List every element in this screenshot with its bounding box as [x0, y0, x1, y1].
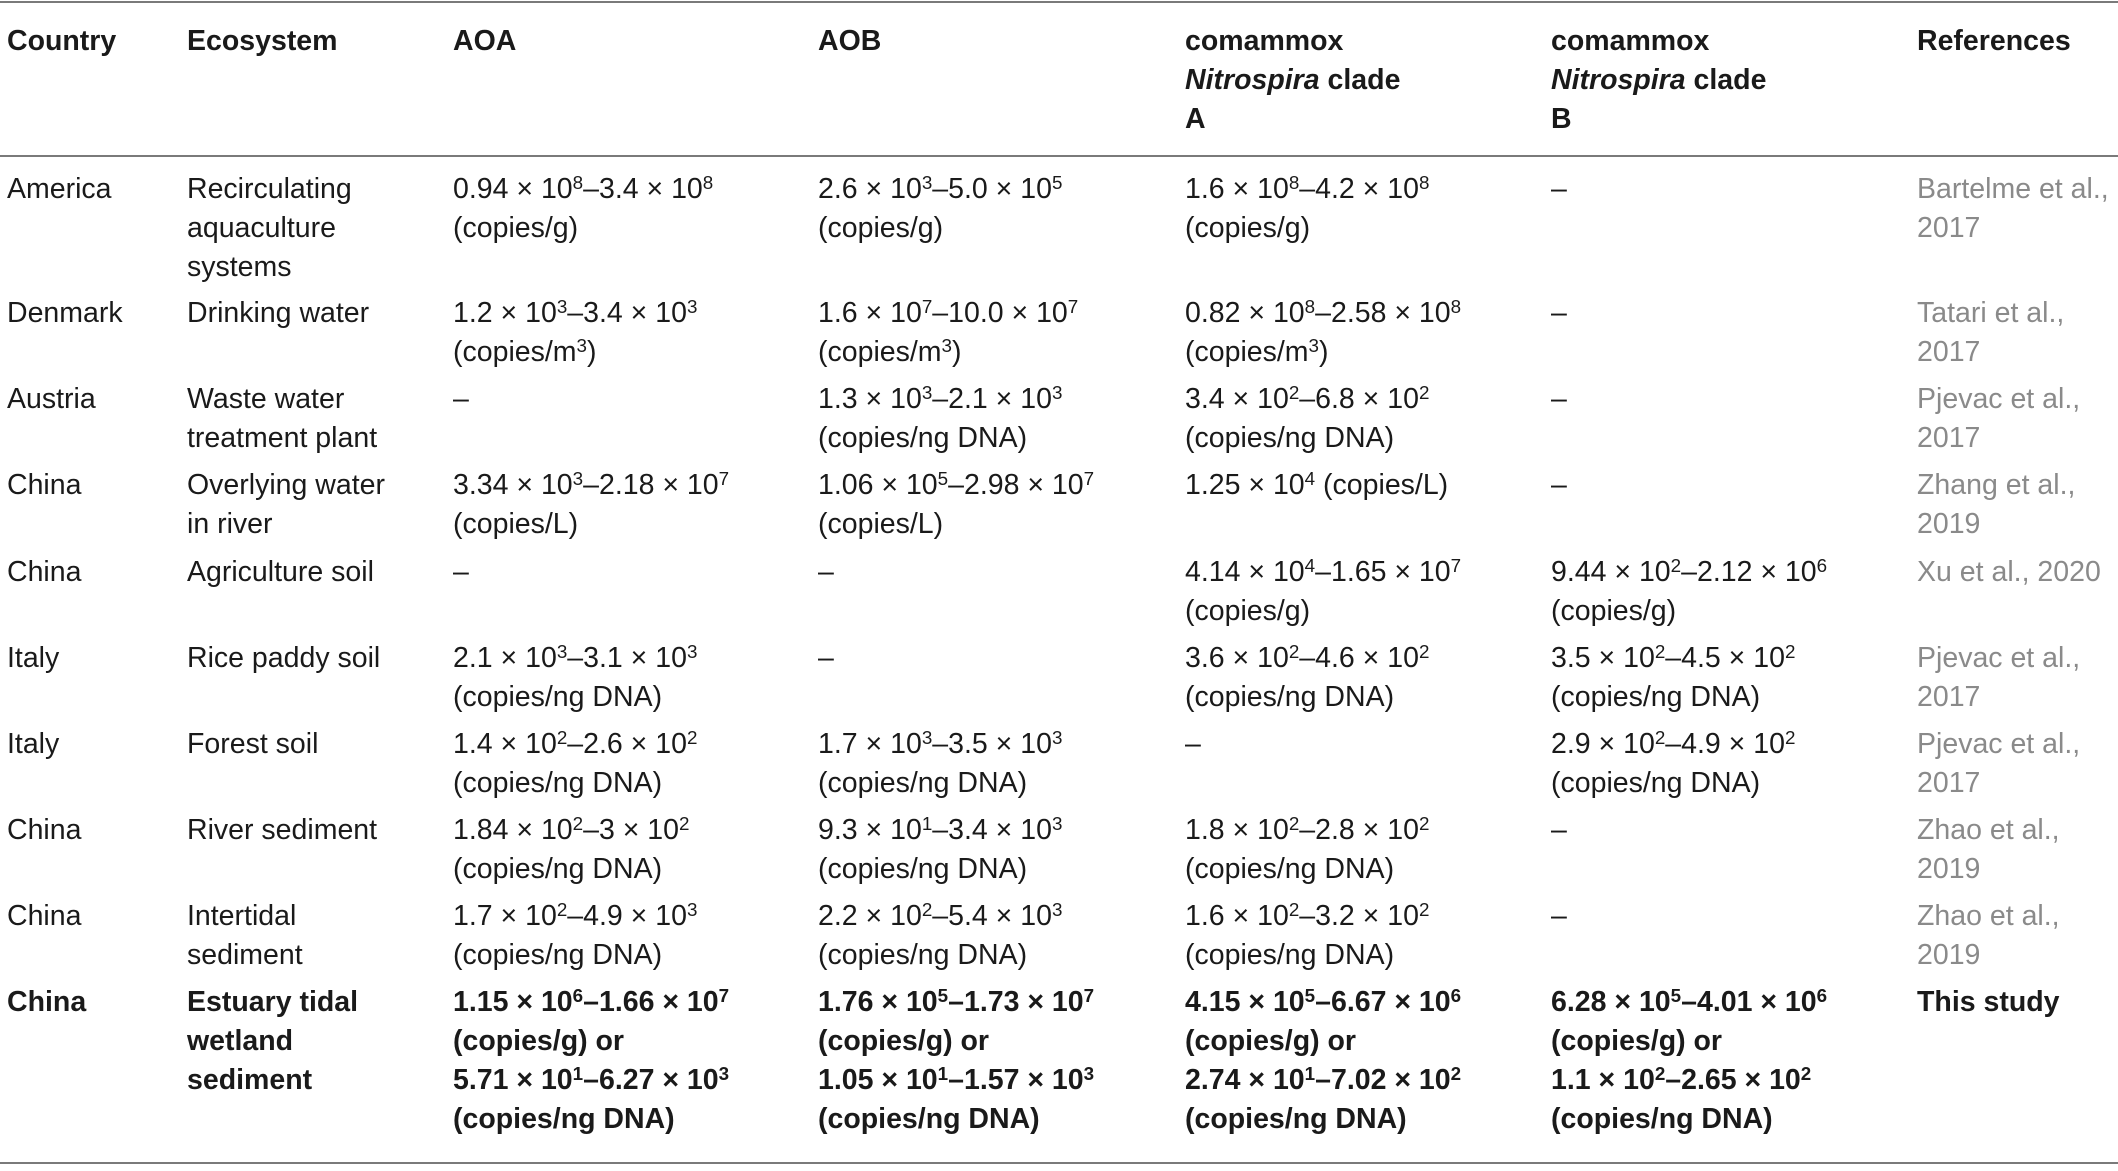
cell-reference: Xu et al., 2020 [1917, 556, 2101, 588]
cell-country: Denmark [7, 297, 123, 329]
cell-ecosystem: Intertidal sediment [187, 900, 303, 971]
cell-ecosystem: Forest soil [187, 728, 319, 760]
cell-aob: – [818, 642, 834, 674]
cell-reference: This study [1917, 986, 2060, 1018]
header-references: References [1917, 25, 2071, 57]
cell-reference: Pjevac et al., 2017 [1917, 642, 2081, 713]
cell-ecosystem: Waste water treatment plant [187, 383, 378, 454]
header-clade-b-name: Nitrospira clade [1551, 64, 1767, 96]
table-top-rule [0, 1, 2118, 3]
cell-country: China [7, 986, 87, 1018]
cell-country: Austria [7, 383, 96, 415]
cell-aob: $1.7 \times 10^3-3.5 \times 10^3$ (copies/ng DNA) [818, 726, 1063, 799]
cell-reference: Zhang et al., 2019 [1917, 469, 2076, 540]
cell-clade-b: $3.5 \times 10^2-4.5 \times 10^2$ (copies/ng DNA) [1551, 640, 1796, 713]
cell-clade-b: – [1551, 900, 1567, 932]
cell-clade-b: – [1551, 814, 1567, 846]
cell-clade-a: – [1185, 728, 1201, 760]
table-bottom-rule [0, 1162, 2118, 1164]
cell-reference: Pjevac et al., 2017 [1917, 728, 2081, 799]
cell-aoa: $1.2 \times 10^3-3.4 \times 10^3$ $(copies/m^3)$ [453, 295, 698, 368]
cell-reference: Tatari et al., 2017 [1917, 297, 2065, 368]
cell-country: China [7, 556, 82, 588]
cell-clade-a: $4.15 \times 10^5-6.67 \times 10^6$ (copies/g) or $2.74 \times 10^1-7.02 \times 10^2$ (copies/ng DNA) [1185, 984, 1462, 1135]
cell-ecosystem: River sediment [187, 814, 378, 846]
cell-reference: Pjevac et al., 2017 [1917, 383, 2081, 454]
cell-clade-b: $9.44 \times 10^2-2.12 \times 10^6$ (copies/g) [1551, 554, 1828, 627]
cell-clade-b: $6.28 \times 10^5-4.01 \times 10^6$ (copies/g) or $1.1 \times 10^2-2.65 \times 10^2$ (copies/ng DNA) [1551, 984, 1828, 1135]
cell-country: China [7, 900, 82, 932]
table-header-rule [0, 155, 2118, 157]
header-clade-a: comammox Nitrospira clade A [1185, 25, 1401, 135]
cell-aob: $1.06 \times 10^5-2.98 \times 10^7$ (copies/L) [818, 467, 1095, 540]
cell-clade-b: – [1551, 469, 1567, 501]
cell-aoa: – [453, 556, 469, 588]
cell-aoa: $1.84 \times 10^2-3 \times 10^2$ (copies/ng DNA) [453, 812, 690, 885]
cell-clade-a: $0.82 \times 10^8-2.58 \times 10^8$ $(copies/m^3)$ [1185, 295, 1462, 368]
cell-country: America [7, 173, 112, 205]
cell-aoa: $1.15 \times 10^6-1.66 \times 10^7$ (copies/g) or $5.71 \times 10^1-6.27 \times 10^3$ (copies/ng DNA) [453, 984, 730, 1135]
header-clade-a-name: Nitrospira clade [1185, 64, 1401, 96]
cell-clade-a: $1.6 \times 10^8-4.2 \times 10^8$ (copies/g) [1185, 171, 1430, 244]
cell-aoa: $1.7 \times 10^2-4.9 \times 10^3$ (copies/ng DNA) [453, 898, 698, 971]
cell-aob: $9.3 \times 10^1-3.4 \times 10^3$ (copies/ng DNA) [818, 812, 1063, 885]
cell-ecosystem: Drinking water [187, 297, 370, 329]
header-country: Country [7, 25, 117, 57]
cell-clade-a: $3.4 \times 10^2-6.8 \times 10^2$ (copies/ng DNA) [1185, 381, 1430, 454]
cell-aoa: $2.1 \times 10^3-3.1 \times 10^3$ (copies/ng DNA) [453, 640, 698, 713]
header-aob: AOB [818, 25, 882, 57]
cell-ecosystem: Recirculating aquaculture systems [187, 173, 352, 283]
cell-ecosystem: Agriculture soil [187, 556, 374, 588]
cell-aob: – [818, 556, 834, 588]
cell-clade-a: $1.6 \times 10^2-3.2 \times 10^2$ (copies/ng DNA) [1185, 898, 1430, 971]
cell-clade-b: – [1551, 383, 1567, 415]
cell-aoa: $0.94 \times 10^8-3.4 \times 10^8$ (copies/g) [453, 171, 714, 244]
cell-clade-a: $4.14 \times 10^4-1.65 \times 10^7$ (copies/g) [1185, 554, 1462, 627]
header-aoa: AOA [453, 25, 517, 57]
cell-clade-a: $1.25 \times 10^4$ (copies/L) [1185, 467, 1449, 501]
cell-reference: Zhao et al., 2019 [1917, 900, 2060, 971]
cell-country: Italy [7, 642, 60, 674]
header-ecosystem: Ecosystem [187, 25, 338, 57]
cell-country: Italy [7, 728, 60, 760]
cell-aoa: – [453, 383, 469, 415]
cell-aoa: $1.4 \times 10^2-2.6 \times 10^2$ (copies/ng DNA) [453, 726, 698, 799]
cell-ecosystem: Rice paddy soil [187, 642, 381, 674]
header-clade-b: comammox Nitrospira clade B [1551, 25, 1767, 135]
cell-country: China [7, 469, 82, 501]
cell-aob: $2.2 \times 10^2-5.4 \times 10^3$ (copies/ng DNA) [818, 898, 1063, 971]
cell-clade-b: – [1551, 173, 1567, 205]
cell-aob: $1.3 \times 10^3-2.1 \times 10^3$ (copies/ng DNA) [818, 381, 1063, 454]
cell-clade-a: $1.8 \times 10^2-2.8 \times 10^2$ (copies/ng DNA) [1185, 812, 1430, 885]
cell-reference: Bartelme et al., 2017 [1917, 173, 2109, 244]
cell-clade-b: $2.9 \times 10^2-4.9 \times 10^2$ (copies/ng DNA) [1551, 726, 1796, 799]
cell-ecosystem: Overlying water in river [187, 469, 385, 540]
cell-reference: Zhao et al., 2019 [1917, 814, 2060, 885]
cell-aob: $2.6 \times 10^3-5.0 \times 10^5$ (copies/g) [818, 171, 1063, 244]
cell-aob: $1.76 \times 10^5-1.73 \times 10^7$ (copies/g) or $1.05 \times 10^1-1.57 \times 10^3$ (copies/ng DNA) [818, 984, 1095, 1135]
cell-country: China [7, 814, 82, 846]
cell-ecosystem: Estuary tidal wetland sediment [187, 986, 359, 1096]
cell-clade-a: $3.6 \times 10^2-4.6 \times 10^2$ (copies/ng DNA) [1185, 640, 1430, 713]
cell-aob: $1.6 \times 10^7-10.0 \times 10^7$ $(copies/m^3)$ [818, 295, 1079, 368]
cell-aoa: $3.34 \times 10^3-2.18 \times 10^7$ (copies/L) [453, 467, 730, 540]
cell-clade-b: – [1551, 297, 1567, 329]
